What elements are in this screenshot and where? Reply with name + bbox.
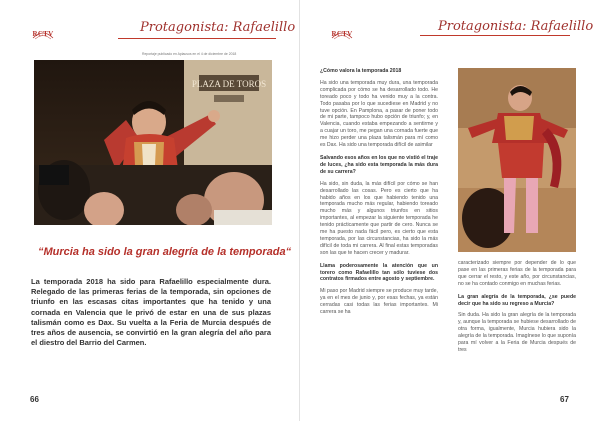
question-text: La gran alegría de la temporada, ¿se puede decir que ha sido su regreso a Murcia?: [458, 293, 576, 307]
header-rule: [420, 35, 570, 36]
matador-carried-on-shoulders-photo: [34, 60, 272, 225]
answer-text: Ha sido, sin duda, la más difícil por cómo se han desarrollado las cosas. Pero es cierto que ha habido años en los que habiendo tenido una temporada mucho más regular, habiendo toreado mucho más y algunos triunfos en sitios importantes, al empezar la siguiente temporada he tenido prácticamente que partir de cero. Nunca se me ha puesto nada fácil pero, es cierto que esta temporada, por las circunstancias, ha sido la más difícil de toda mi carrera. Al final estas temporadas son las que te hacen crecer y madurar.: [320, 180, 438, 256]
matador-ring-photo: [458, 68, 576, 252]
matador-in-ring-photo: [458, 68, 576, 252]
answer-text: caracterizado siempre por depender de lo que pase en las primeras ferias de la temporada para que cerrar el resto, y este año, por circunstancias, no se ha contado conmigo en muchas ferias.: [458, 260, 576, 287]
page-number: 67: [560, 395, 569, 404]
publication-note: Reportaje publicado en Aplausos en el 4 de diciembre de 2018: [142, 52, 237, 56]
article-column-1: [320, 68, 438, 322]
answer-text: Mi paso por Madrid siempre se produce muy tarde, ya en el mes de junio y, por esas fechas, ya están cerradas casi todas las ferias importantes. Mi carrera se ha: [320, 288, 438, 316]
matador-photo: [34, 60, 272, 225]
page-number: 66: [30, 395, 39, 404]
right-page: [300, 0, 600, 421]
left-page: [0, 0, 299, 421]
svg-text:PLAZA DE TOROS: PLAZA DE TOROS: [191, 79, 267, 89]
question-text: Llama poderosamente la atención que un torero como Rafaelillo tan sólo tuviese dos contratos firmados entre agosto y septiembre.: [320, 262, 438, 283]
rctv-logo: RCTV: [32, 30, 54, 38]
header-title: Protagonista: Rafaelillo: [438, 19, 594, 34]
answer-text: Ha sido una temporada muy dura, una temporada complicada por cómo se ha desarrollado todo. He toreado poco y todo ha venido muy a la contra. Todo pasaba por lo que sucediese en Madrid y no tuve opción. En Pamplona, a pasar de poner todo de mi parte, tampoco hubo opción de triunfo; y, en Valencia, cuando estaba empezando a sentirme y a cuajar un toro, me pegan una cornada fuerte que me hizo perder una plaza talismán para mí como es Dax. Ha sido una temporada difícil de asimilar: [320, 79, 438, 149]
question-text: Salvando esos años en los que no vistió el traje de luces, ¿ha sido esta temporada la más dura de su carrera?: [320, 154, 438, 175]
pull-quote: “Murcia ha sido la gran alegría de la temporada“: [38, 246, 292, 258]
header-rule: [118, 38, 276, 39]
question-text: ¿Cómo valora la temporada 2018: [320, 68, 402, 74]
header-title: Protagonista: Rafaelillo: [140, 20, 296, 35]
article-column-2: [458, 260, 576, 360]
answer-text: Sin duda. Ha sido la gran alegría de la temporada y, aunque la temporada se hubiese desarrollado de otra forma, igualmente, Murcia hubiera sido la alegría de la temporada. Imagínese lo que suponía para mí volver a la Feria de Murcia después de tres: [458, 312, 576, 353]
lede-paragraph: La temporada 2018 ha sido para Rafaelillo especialmente dura. Relegado de las primeras ferias de la temporada, sin opciones de triunfo en las escasas citas importantes que ha tenido y una cornada en Valencia que le privó de estar en una de sus plazas talismán como es Dax. Su vuelta a la Feria de Murcia después de tres años de ausencia, se convirtió en la gran alegría del año para el diestro del Barrio del Carmen.: [31, 277, 271, 348]
rctv-logo: RCTV: [331, 30, 353, 38]
